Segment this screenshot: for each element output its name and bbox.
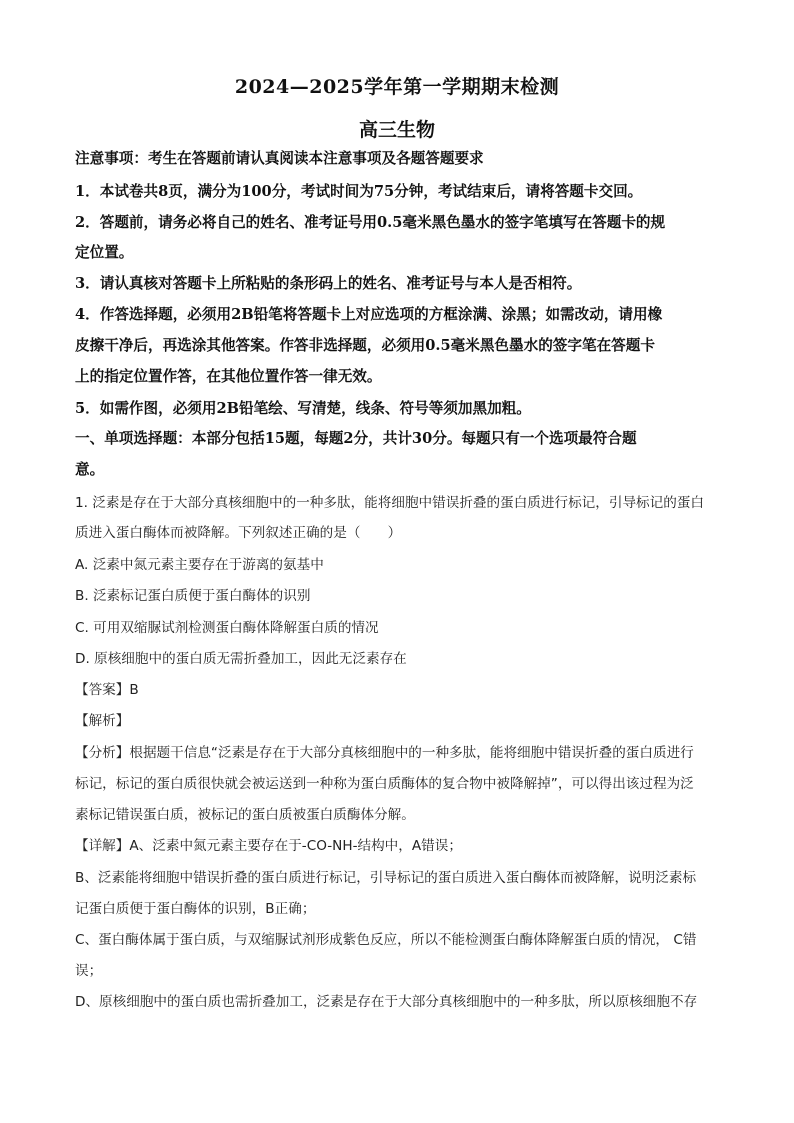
- analysis-line: 【详解】A、泛素中氮元素主要存在于-CO-NH-结构中，A错误；: [75, 838, 462, 854]
- analysis-heading: 【解析】: [75, 713, 130, 729]
- section-heading: 一、单项选择题：本部分包括15题，每题2分，共计30分。每题只有一个选项最符合题: [75, 430, 637, 447]
- analysis-line: 误；: [75, 963, 103, 979]
- analysis-line: C、蛋白酶体属于蛋白质，与双缩脲试剂形成紫色反应，所以不能检测蛋白酶体降解蛋白质的情况， C错: [75, 932, 697, 948]
- analysis-line: B、泛素能将细胞中错误折叠的蛋白质进行标记，引导标记的蛋白质进入蛋白酶体而被降解，说明泛素标: [75, 870, 697, 886]
- notice-line: 4．作答选择题，必须用2B铅笔将答题卡上对应选项的方框涂满、涂黑；如需改动，请用橡: [75, 306, 663, 323]
- notice-line: 皮擦干净后，再选涂其他答案。作答非选择题，必须用0.5毫米黑色墨水的签字笔在答题卡: [75, 337, 655, 354]
- option-c: C. 可用双缩脲试剂检测蛋白酶体降解蛋白质的情况: [75, 620, 379, 636]
- notice-line: 上的指定位置作答，在其他位置作答一律无效。: [75, 368, 382, 385]
- option-a: A. 泛素中氮元素主要存在于游离的氨基中: [75, 557, 324, 573]
- answer-label: 【答案】B: [75, 682, 139, 698]
- analysis-line: 素标记错误蛋白质，被标记的蛋白质被蛋白质酶体分解。: [75, 807, 415, 823]
- analysis-line: D、原核细胞中的蛋白质也需折叠加工，泛素是存在于大部分真核细胞中的一种多肽，所以原核细胞不存: [75, 994, 698, 1010]
- exam-subject: 高三生物: [358, 119, 435, 141]
- notice-line: 2．答题前，请务必将自己的姓名、准考证号用0.5毫米黑色墨水的签字笔填写在答题卡的规: [75, 214, 666, 231]
- analysis-line: 标记，标记的蛋白质很快就会被运送到一种称为蛋白质酶体的复合物中被降解掉”，可以得出该过程为泛: [75, 776, 694, 792]
- exam-title: 2024—2025学年第一学期期末检测: [234, 76, 560, 98]
- analysis-line: 【分析】根据题干信息“泛素是存在于大部分真核细胞中的一种多肽，能将细胞中错误折叠的蛋白质进行: [75, 745, 694, 761]
- section-heading-cont: 意。: [75, 461, 105, 478]
- notice-line: 3．请认真核对答题卡上所粘贴的条形码上的姓名、准考证号与本人是否相符。: [75, 275, 582, 292]
- question-stem: 质进入蛋白酶体而被降解。下列叙述正确的是（ ）: [75, 525, 402, 541]
- option-d: D. 原核细胞中的蛋白质无需折叠加工，因此无泛素存在: [75, 651, 407, 667]
- notice-line: 5．如需作图，必须用2B铅笔绘、写清楚，线条、符号等须加黑加粗。: [75, 400, 531, 417]
- notice-line: 定位置。: [75, 244, 134, 261]
- analysis-line: 记蛋白质便于蛋白酶体的识别，B正确；: [75, 901, 316, 917]
- notice-heading: 注意事项：考生在答题前请认真阅读本注意事项及各题答题要求: [75, 150, 484, 167]
- question-stem: 1. 泛素是存在于大部分真核细胞中的一种多肽，能将细胞中错误折叠的蛋白质进行标记，引导标记的蛋白: [75, 495, 705, 511]
- notice-line: 1．本试卷共8页，满分为100分，考试时间为75分钟，考试结束后，请将答题卡交回。: [75, 183, 643, 200]
- option-b: B. 泛素标记蛋白质便于蛋白酶体的识别: [75, 588, 311, 604]
